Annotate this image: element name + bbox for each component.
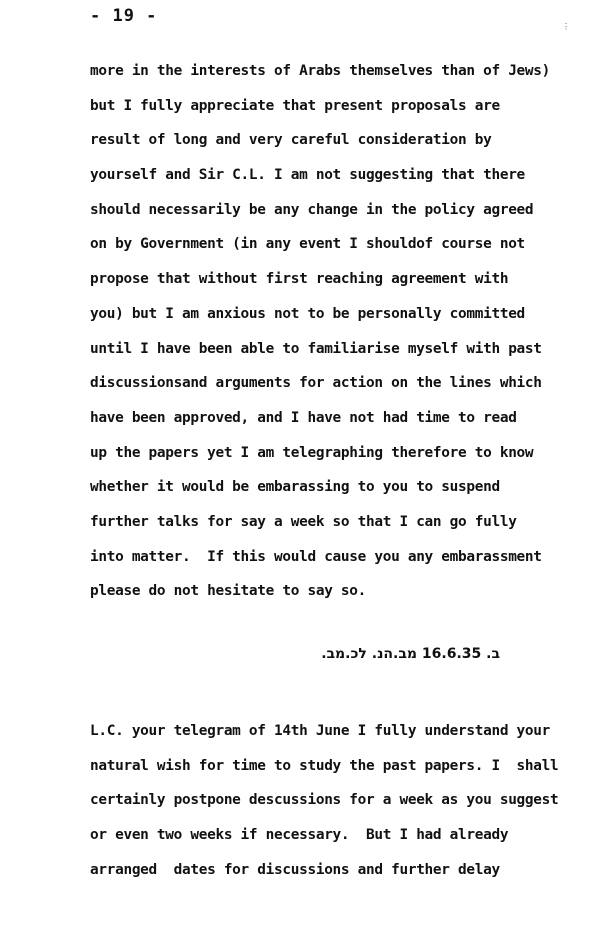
- text-line: whether it would be embarassing to you to suspend: [90, 479, 500, 496]
- page-number: - 19 -: [90, 6, 158, 26]
- text-line: or even two weeks if necessary. But I had already: [90, 827, 509, 844]
- text-line: arranged dates for discussions and further delay: [90, 861, 500, 878]
- text-line: you) but I am anxious not to be personally committed: [90, 305, 525, 322]
- text-line: more in the interests of Arabs themselves than of Jews): [90, 63, 551, 79]
- text-line: but I fully appreciate that present proposals are: [90, 97, 500, 114]
- paragraph-1: [90, 59, 570, 614]
- text-line: natural wish for time to study the past papers. I shall: [90, 757, 559, 774]
- text-line: please do not hesitate to say so.: [90, 583, 367, 600]
- stray-mark: ⋮: [562, 22, 570, 31]
- text-line: further talks for say a week so that I can go fully: [90, 513, 517, 530]
- text-line: result of long and very careful consideration by: [90, 132, 492, 149]
- text-line: propose that without first reaching agreement with: [90, 271, 509, 288]
- text-line: should necessarily be any change in the policy agreed: [90, 201, 534, 218]
- text-line: discussionsand arguments for action on the lines which: [90, 375, 542, 392]
- text-line: certainly postpone descussions for a week as you suggest: [90, 792, 559, 809]
- text-line: have been approved, and I have not had time to read: [90, 409, 517, 426]
- text-line: yourself and Sir C.L. I am not suggesting that there: [90, 167, 525, 184]
- text-line: on by Government (in any event I shouldof course not: [90, 236, 525, 253]
- hebrew-dateline: ב. 16.6.35 מב.הנ. לכ.מב.: [321, 646, 500, 662]
- text-line: L.C. your telegram of 14th June I fully understand your: [90, 723, 551, 739]
- text-line: up the papers yet I am telegraphing therefore to know: [90, 444, 534, 461]
- text-line: until I have been able to familiarise myself with past: [90, 340, 542, 357]
- text-line: into matter. If this would cause you any embarassment: [90, 548, 542, 565]
- paragraph-2: [90, 719, 570, 892]
